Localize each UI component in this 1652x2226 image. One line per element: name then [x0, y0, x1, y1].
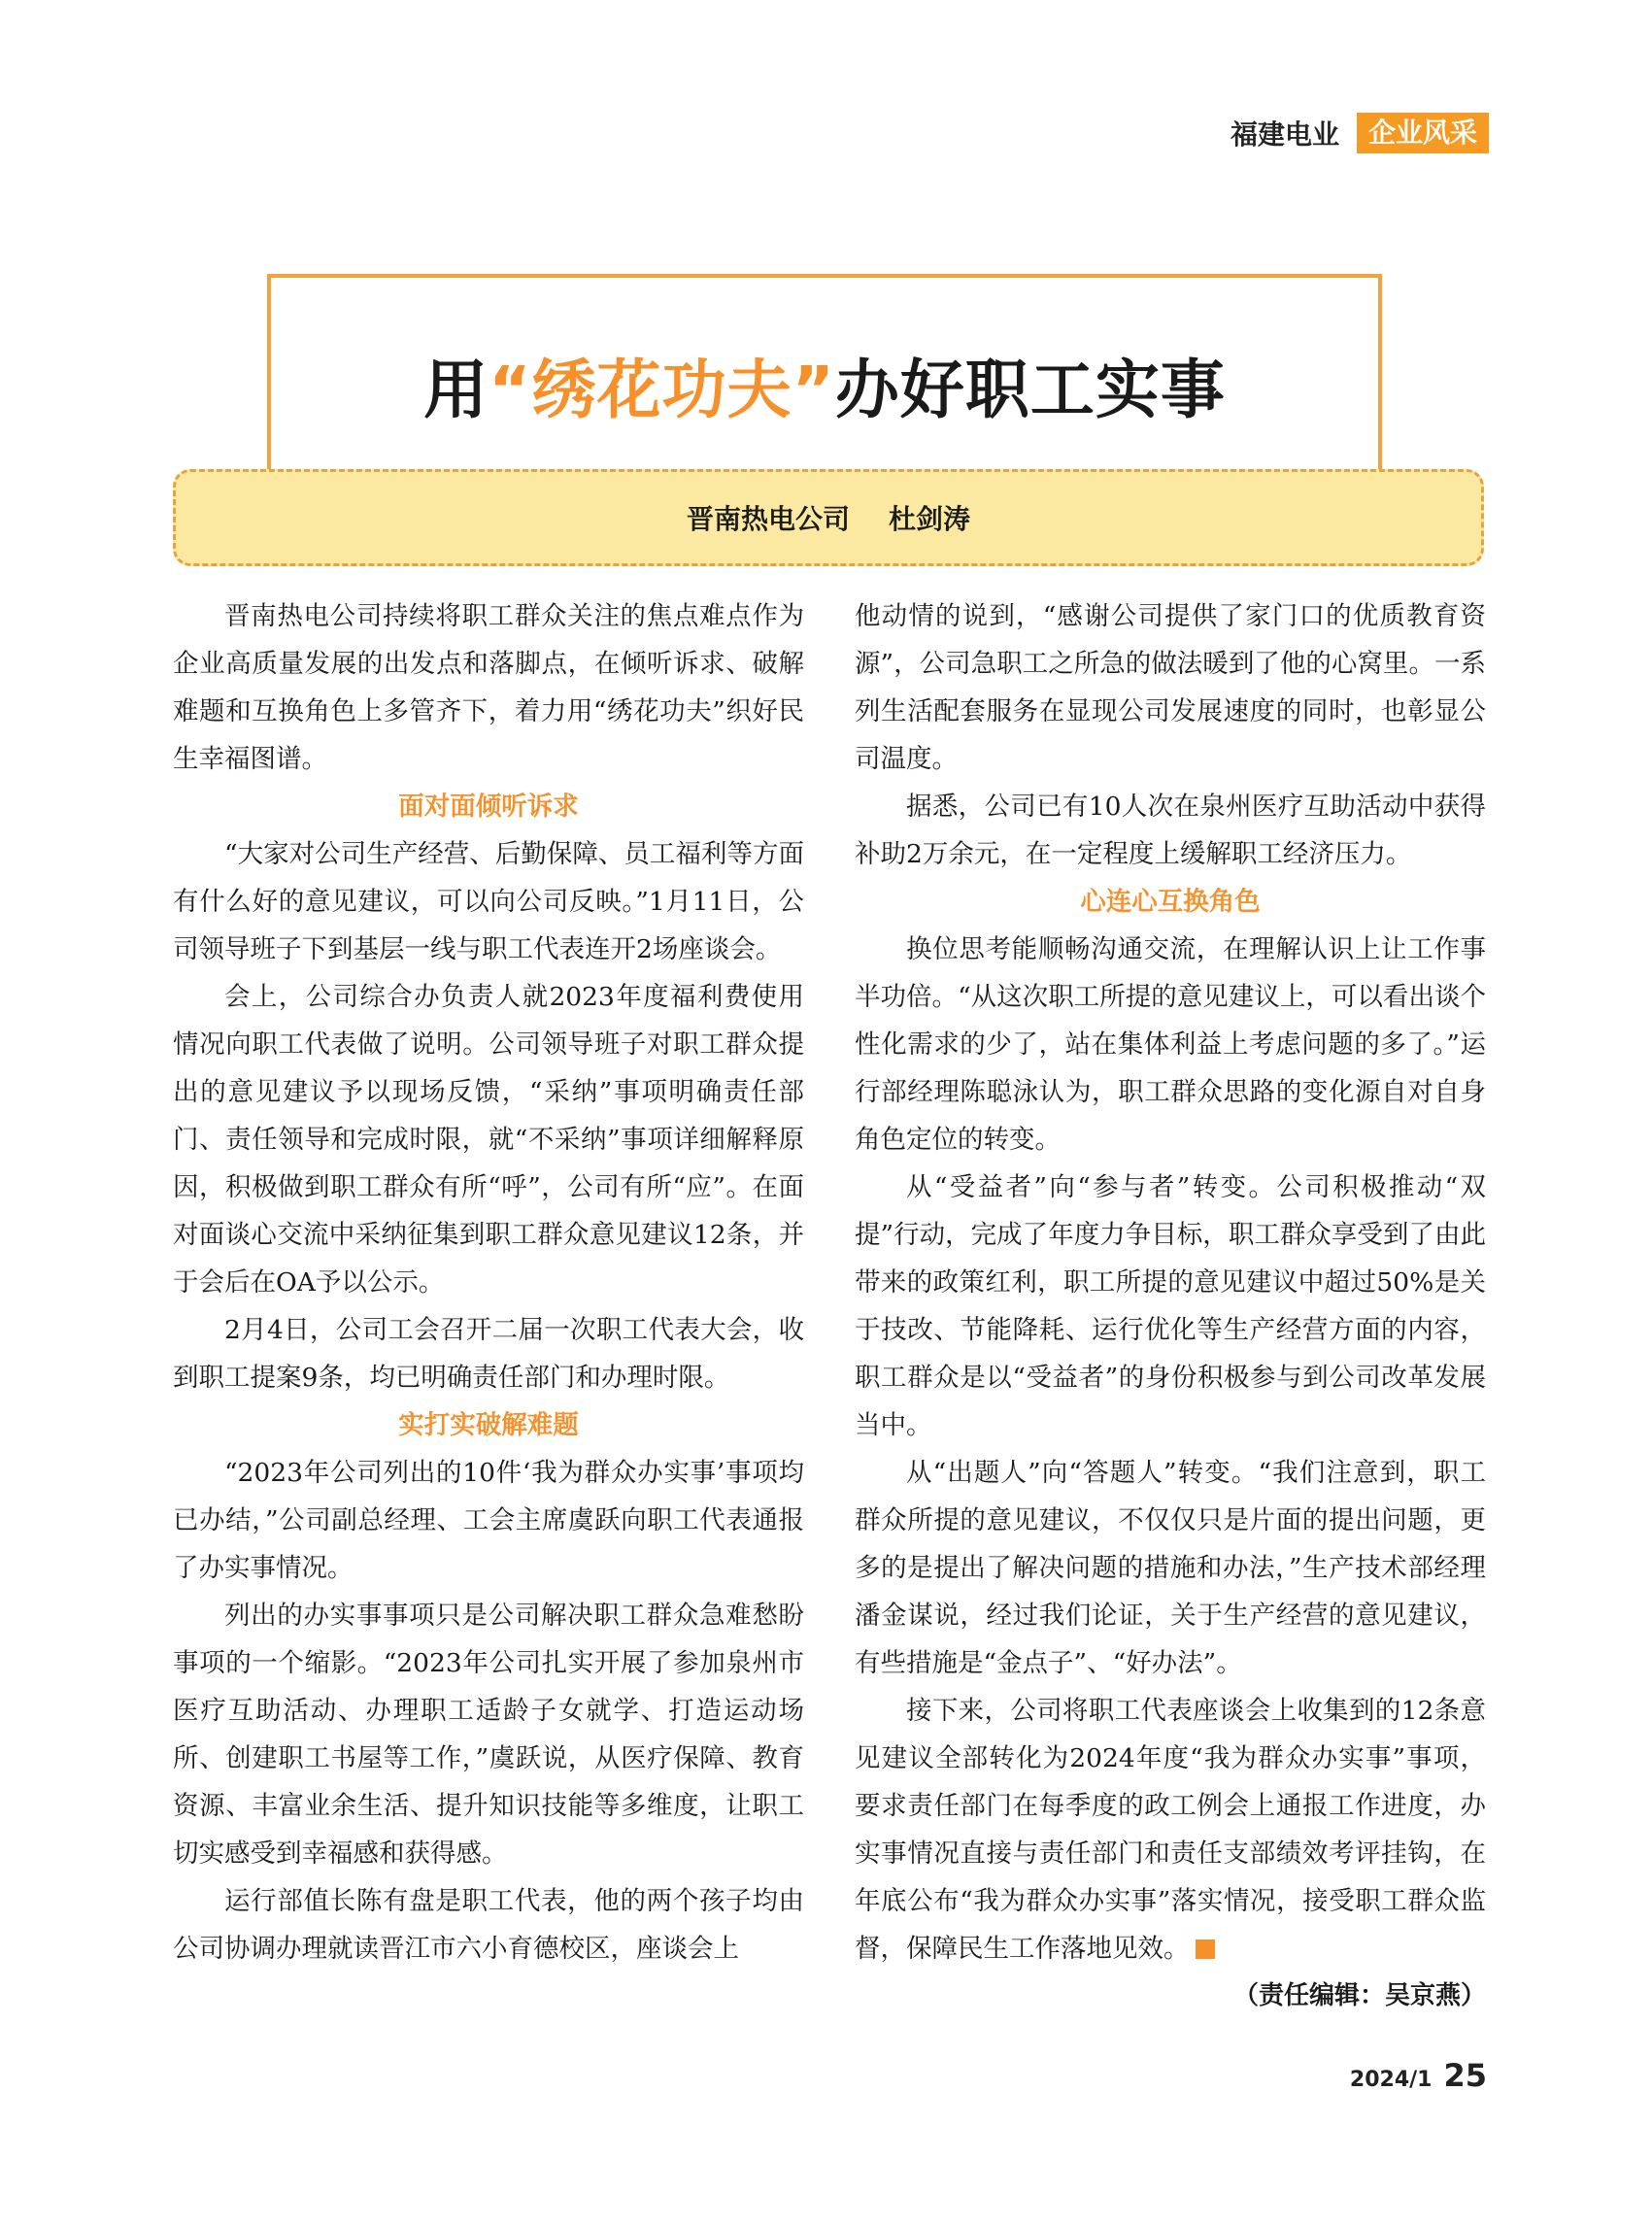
end-mark-icon	[1196, 1939, 1215, 1959]
byline	[687, 498, 970, 537]
title-highlight: “绣花功夫”	[489, 353, 835, 427]
section-tag: 企业风采	[1357, 113, 1489, 153]
editor-credit: （责任编辑：吴京燕）	[1232, 1981, 1486, 2010]
paragraph: “大家对公司生产经营、后勤保障、员工福利等方面有什么好的意见建议，可以向公司反映。”1月11日，公司领导班子下到基层一线与职工代表连开2场座谈会。	[173, 839, 804, 964]
paragraph: 换位思考能顺畅沟通交流，在理解认识上让工作事半功倍。“从这次职工所提的意见建议上，可以看出谈个性化需求的少了，站在集体利益上考虑问题的多了。”运行部经理陈聪泳认为，职工群众思路的变化源自对自身角色定位的转变。	[855, 934, 1486, 1155]
byline-band	[173, 469, 1484, 566]
final-text: 接下来，公司将职工代表座谈会上收集到的12条意见建议全部转化为2024年度“我为群众办实事”事项，要求责任部门在每季度的政工例会上通报工作进度，办实事情况直接与责任部门和责任支部绩效考评挂钩，在年底公布“我为群众办实事”落实情况，接受职工群众监督，保障民生工作落地见效。	[855, 1696, 1486, 1964]
paragraph: 从“出题人”向“答题人”转变。“我们注意到，职工群众所提的意见建议，不仅仅只是片面的提出问题，更多的是提出了解决问题的措施和办法，”生产技术部经理潘金谋说，经过我们论证，关于生产经营的意见建议，有些措施是“金点子”、“好办法”。	[855, 1458, 1486, 1678]
paragraph-continued: 他动情的说到，“感谢公司提供了家门口的优质教育资源”，公司急职工之所急的做法暖到了他的心窝里。一系列生活配套服务在显现公司发展速度的同时，也彰显公司温度。	[855, 601, 1486, 774]
paragraph: 从“受益者”向“参与者”转变。公司积极推动“双提”行动，完成了年度力争目标，职工群众享受到了由此带来的政策红利，职工所提的意见建议中超过50%是关于技改、节能降耗、运行优化等生产经营方面的内容，职工群众是以“受益者”的身份积极参与到公司改革发展当中。	[855, 1172, 1486, 1440]
title-suffix: 办好职工实事	[834, 353, 1226, 427]
page-number: 25	[1443, 2057, 1487, 2094]
publication-name: 福建电业	[1230, 118, 1339, 151]
paragraph-final	[855, 1687, 1486, 1973]
section-heading: 心连心互换角色	[1080, 887, 1261, 917]
byline-author: 杜剑涛	[889, 503, 971, 535]
title-prefix: 用	[423, 353, 489, 427]
article-title	[271, 338, 1378, 430]
page-header	[1231, 113, 1489, 153]
paragraph: “2023年公司列出的10件‘我为群众办实事’事项均已办结，”公司副总经理、工会主席虞跃向职工代表通报了办实事情况。	[173, 1458, 804, 1583]
section-heading: 面对面倾听诉求	[398, 792, 579, 822]
page-footer	[1350, 2057, 1487, 2094]
section-heading: 实打实破解难题	[398, 1410, 579, 1440]
paragraph: 会上，公司综合办负责人就2023年度福利费使用情况向职工代表做了说明。公司领导班子对职工群众提出的意见建议予以现场反馈，“采纳”事项明确责任部门、责任领导和完成时限，就“不采纳”事项详细解释原因，积极做到职工群众有所“呼”，公司有所“应”。在面对面谈心交流中采纳征集到职工群众意见建议12条，并于会后在OA予以公示。	[173, 982, 804, 1298]
paragraph: 晋南热电公司持续将职工群众关注的焦点难点作为企业高质量发展的出发点和落脚点，在倾听诉求、破解难题和互换角色上多管齐下，着力用“绣花功夫”织好民生幸福图谱。	[173, 601, 804, 774]
byline-org: 晋南热电公司	[686, 503, 850, 535]
paragraph: 列出的办实事事项只是公司解决职工群众急难愁盼事项的一个缩影。“2023年公司扎实开展了参加泉州市医疗互助活动、办理职工适龄子女就学、打造运动场所、创建职工书屋等工作，”虞跃说，从医疗保障、教育资源、丰富业余生活、提升知识技能等多维度，让职工切实感受到幸福感和获得感。	[173, 1601, 804, 1869]
issue-number: 2024/1	[1349, 2068, 1433, 2092]
right-column	[855, 592, 1486, 2020]
paragraph: 运行部值长陈有盘是职工代表，他的两个孩子均由公司协调办理就读晋江市六小育德校区，座谈会上	[173, 1886, 804, 1964]
paragraph: 据悉，公司已有10人次在泉州医疗互助活动中获得补助2万余元，在一定程度上缓解职工经济压力。	[855, 792, 1486, 869]
paragraph: 2月4日，公司工会召开二届一次职工代表大会，收到职工提案9条，均已明确责任部门和办理时限。	[173, 1315, 804, 1393]
left-column	[173, 592, 804, 1973]
title-frame	[267, 274, 1382, 473]
